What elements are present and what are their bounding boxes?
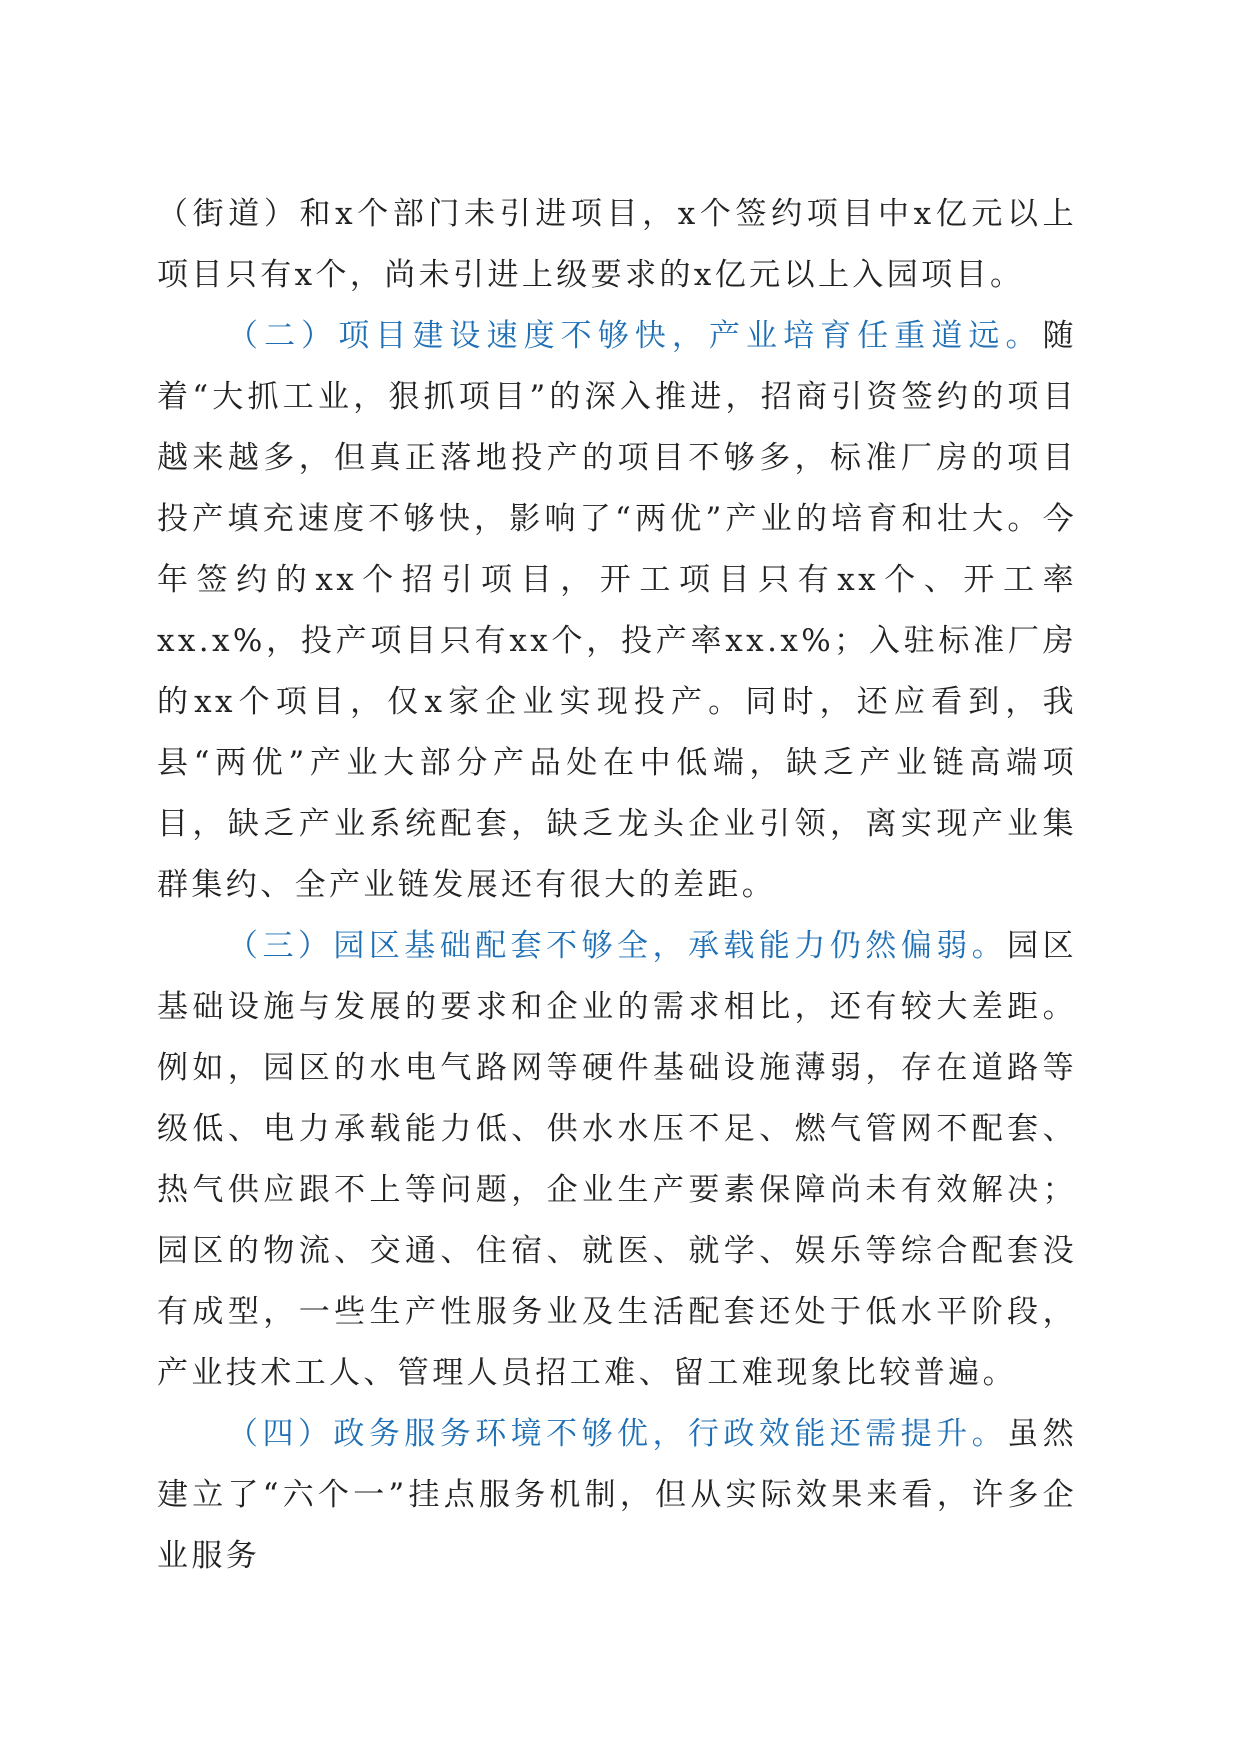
paragraph-section-3	[157, 916, 1077, 1404]
paragraph-text: （街道）和x个部门未引进项目，x个签约项目中x亿元以上项目只有x个，尚未引进上级要求的x亿元以上入园项目。	[157, 196, 1077, 293]
paragraph-text: 园区基础设施与发展的要求和企业的需求相比，还有较大差距。例如，园区的水电气路网等硬件基础设施薄弱，存在道路等级低、电力承载能力低、供水水压不足、燃气管网不配套、热气供应跟不上等问题，企业生产要素保障尚未有效解决；园区的物流、交通、住宿、就医、就学、娱乐等综合配套没有成型，一些生产性服务业及生活配套还处于低水平阶段，产业技术工人、管理人员招工难、留工难现象比较普遍。	[157, 928, 1077, 1391]
paragraph-section-4	[157, 1404, 1077, 1587]
paragraph-section-2	[157, 306, 1077, 916]
paragraph-continuation	[157, 184, 1077, 306]
paragraph-text: 随着“大抓工业，狠抓项目”的深入推进，招商引资签约的项目越来越多，但真正落地投产的项目不够多，标准厂房的项目投产填充速度不够快，影响了“两优”产业的培育和壮大。今年签约的xx个招引项目，开工项目只有xx个、开工率xx.x%，投产项目只有xx个，投产率xx.x%；入驻标准厂房的xx个项目，仅x家企业实现投产。同时，还应看到，我县“两优”产业大部分产品处在中低端，缺乏产业链高端项目，缺乏产业系统配套，缺乏龙头企业引领，离实现产业集群集约、全产业链发展还有很大的差距。	[157, 318, 1077, 903]
document-body	[157, 184, 1077, 1587]
section-heading-2: （二）项目建设速度不够快，产业培育任重道远。	[227, 318, 1043, 354]
paragraph-text: 虽然建立了“六个一”挂点服务机制，但从实际效果来看，许多企业服务	[157, 1416, 1077, 1574]
section-heading-4: （四）政务服务环境不够优，行政效能还需提升。	[227, 1416, 1008, 1452]
section-heading-3: （三）园区基础配套不够全，承载能力仍然偏弱。	[227, 928, 1008, 964]
